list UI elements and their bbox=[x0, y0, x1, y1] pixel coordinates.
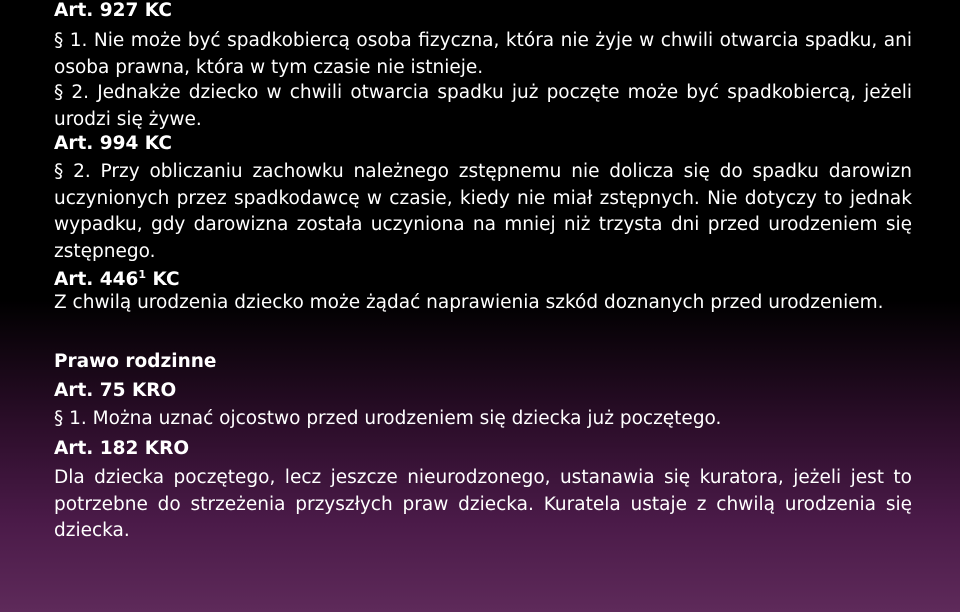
art-446-superscript: 1 bbox=[138, 268, 147, 281]
art-994-heading: Art. 994 KC bbox=[54, 133, 172, 154]
art-182-heading: Art. 182 KRO bbox=[54, 438, 190, 459]
art-446-heading-suffix: KC bbox=[146, 269, 180, 290]
family-law-heading: Prawo rodzinne bbox=[54, 351, 217, 372]
art-182-paragraph: Dla dziecka poczętego, lecz jeszcze nieurodzonego, ustanawia się kuratora, jeżeli jest to potrzebne do strzeżenia przyszłych praw dziecka. Kuratela ustaje z chwilą urodzenia się dziecka. bbox=[54, 467, 912, 541]
art-75-paragraph: § 1. Można uznać ojcostwo przed urodzeniem się dziecka już poczętego. bbox=[54, 408, 722, 429]
art-927-paragraph-2: § 2. Jednakże dziecko w chwili otwarcia spadku już poczęte może być spadkobiercą, jeżeli urodzi się żywe. bbox=[54, 82, 912, 130]
art-446-paragraph: Z chwilą urodzenia dziecko może żądać naprawienia szkód doznanych przed urodzeniem. bbox=[54, 292, 884, 313]
art-446-heading bbox=[54, 262, 180, 293]
art-927-heading: Art. 927 KC bbox=[54, 0, 172, 21]
art-927-paragraph-1: § 1. Nie może być spadkobiercą osoba fizyczna, która nie żyje w chwili otwarcia spadku, ani osoba prawna, która w tym czasie nie istnieje. bbox=[54, 30, 912, 78]
art-75-heading: Art. 75 KRO bbox=[54, 380, 177, 401]
art-446-heading-main: Art. 446 bbox=[54, 269, 139, 290]
art-994-paragraph: § 2. Przy obliczaniu zachowku należnego zstępnemu nie dolicza się do spadku darowizn uczynionych przez spadkodawcę w czasie, kiedy nie miał zstępnych. Nie dotyczy to jednak wypadku, gdy darowizna została uczyniona na mniej niż trzysta dni przed urodzeniem się zstępnego. bbox=[54, 161, 912, 262]
